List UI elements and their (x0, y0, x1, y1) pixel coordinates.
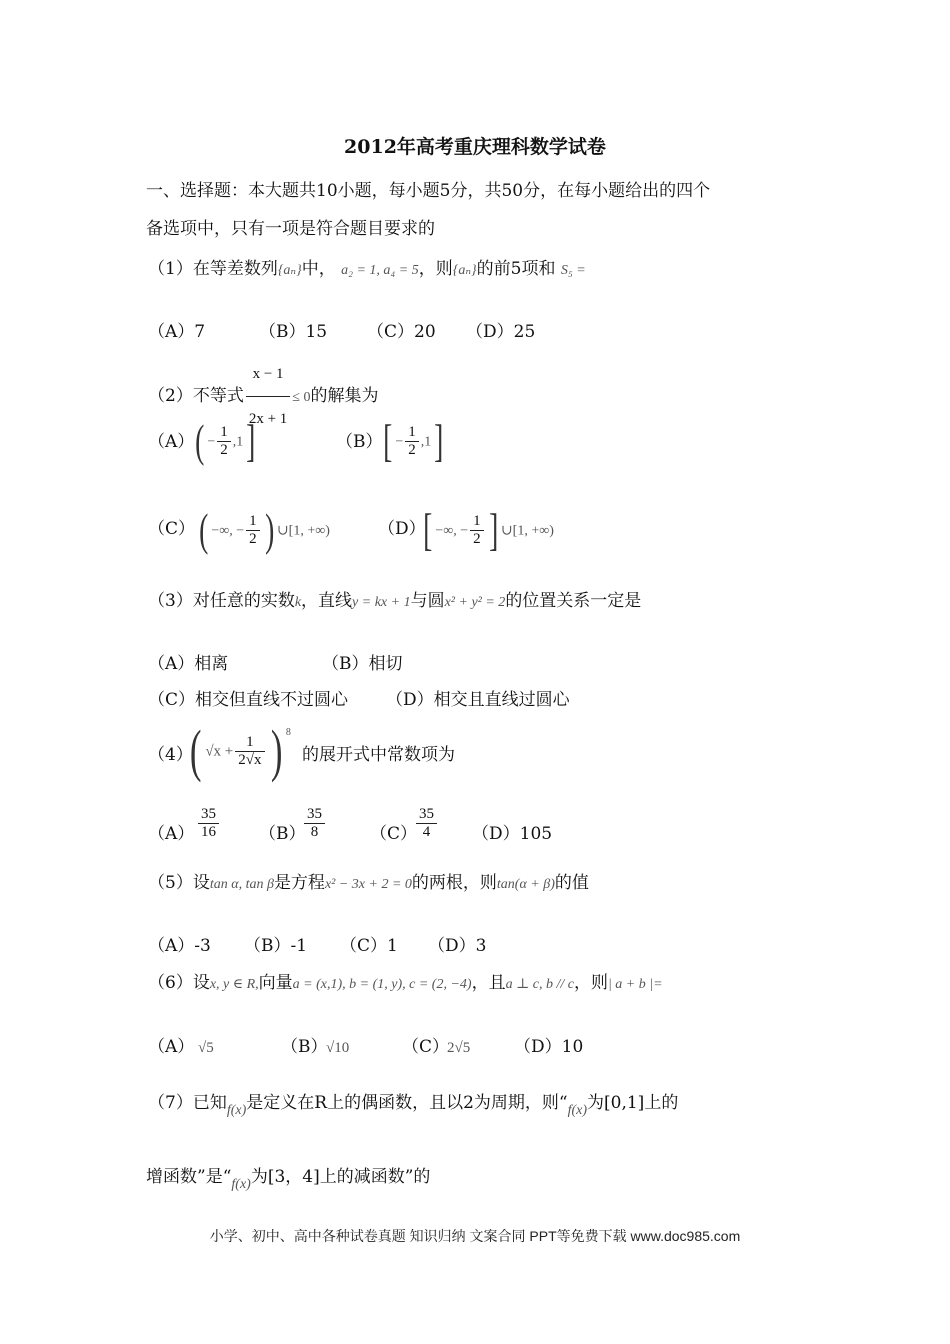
q2-tail: 的解集为 (310, 386, 379, 406)
right-bracket: ] (434, 415, 444, 466)
q3-k: k (294, 595, 302, 610)
half-fraction (470, 513, 484, 548)
half-num: 1 (220, 423, 228, 440)
section-heading-line1: 一、选择题：本大题共10小题，每小题5分，共50分，在每小题给出的四个 (146, 181, 711, 201)
q6-option-a-value: √5 (198, 1040, 214, 1056)
q5-option-d: （D）3 (428, 936, 487, 956)
right-bracket: ] (488, 504, 498, 555)
q3-option-c: （C）相交但直线不过圆心 (148, 690, 349, 710)
q7-tail: 为[0,1]上的 (587, 1093, 679, 1113)
q6-mid: 向量 (258, 973, 293, 993)
q6-option-d: （D）10 (514, 1037, 584, 1057)
half-den: 2 (405, 441, 419, 459)
q2-option-b-interval (380, 415, 447, 466)
q6-option-b-value: √10 (326, 1040, 350, 1056)
q3-mid: ，直线 (301, 591, 353, 611)
q5-option-c: （C）1 (340, 936, 398, 956)
q5-tail: 的值 (554, 873, 589, 893)
q4-option-c-value (414, 806, 439, 841)
question-6 (148, 972, 663, 996)
q6-mid2: ，且 (471, 973, 506, 993)
half-fraction (246, 513, 260, 548)
q6-vectors: a = (x,1), b = (1, y), c = (2, −4) (292, 977, 472, 992)
right-paren: ) (270, 718, 282, 783)
q2-option-c-label: （C） (148, 519, 196, 539)
q4-option-c-label: （C） (370, 824, 418, 844)
q7-line2b: 为[3，4]上的减函数”的 (250, 1167, 431, 1187)
q3-mid2: 与圆 (410, 591, 445, 611)
half-den: 2 (246, 530, 260, 548)
half-fraction (217, 424, 231, 459)
q7-fx-3: f(x) (231, 1177, 251, 1192)
q2-option-c-interval (196, 504, 330, 555)
q2-relation: ≤ 0 (292, 390, 311, 405)
q2-denominator: 2x + 1 (246, 396, 290, 441)
minus-sign: − (207, 434, 216, 450)
half-fraction (405, 424, 419, 459)
q5-mid2: 的两根，则 (411, 873, 497, 893)
q4-option-b-label: （B） (259, 824, 306, 844)
q1-label: （1）在等差数列 (148, 259, 278, 279)
question-7-line1 (148, 1092, 678, 1116)
q5-equation: x² − 3x + 2 = 0 (324, 877, 412, 892)
q4-sqrt-term: √x + (205, 743, 234, 760)
q6-label: （6）设 (148, 973, 210, 993)
interval-tail: [1, +∞) (512, 523, 554, 539)
q4-option-a-value (196, 806, 221, 841)
left-paren: ( (195, 415, 205, 466)
half-num: 1 (408, 423, 416, 440)
q1-tail: 的前5项和 (476, 259, 556, 279)
half-den: 2 (470, 530, 484, 548)
q1-sequence: {aₙ} (277, 263, 302, 278)
q3-tail: 的位置关系一定是 (505, 591, 642, 611)
q6-option-c-label: （C） (402, 1037, 450, 1057)
q4-label: （4） (148, 745, 193, 765)
upper-bound: ,1 (420, 434, 432, 450)
question-1 (148, 258, 586, 282)
frac (304, 806, 325, 841)
q1-option-c: （C）20 (367, 322, 436, 342)
q5-expression: tan(α + β) (496, 877, 555, 892)
half-num: 1 (249, 512, 257, 529)
footer-text: 小学、初中、高中各种试卷真题 知识归纳 文案合同 PPT等免费下载 www.doc985.com (209, 1228, 741, 1244)
union-sign: ∪ (500, 523, 513, 539)
neg-infinity: −∞, − (435, 523, 469, 539)
q6-option-b-label: （B） (281, 1037, 328, 1057)
num: 35 (419, 806, 434, 822)
q6-condition: a ⊥ c, b // c (505, 977, 574, 992)
q5-label: （5）设 (148, 873, 210, 893)
interval-tail-text: 1, +∞ (517, 523, 550, 539)
page-title: 2012年高考重庆理科数学试卷 (344, 136, 606, 158)
q5-option-b: （B）-1 (244, 936, 308, 956)
q3-circle-eq: x² + y² = 2 (444, 595, 506, 610)
q3-label: （3）对任意的实数 (148, 591, 295, 611)
q4-fraction (235, 734, 264, 769)
right-paren: ) (264, 504, 274, 555)
q4-denominator: 2√x (235, 751, 264, 769)
q2-numerator: x − 1 (252, 366, 284, 382)
q7-mid: 是定义在R上的偶函数，且以2为周期，则“ (246, 1093, 568, 1113)
q3-option-b: （B）相切 (322, 654, 403, 674)
q4-option-a-label: （A） (148, 824, 195, 844)
q1-option-a: （A）7 (148, 322, 206, 342)
q1-option-d: （D）25 (466, 322, 536, 342)
q6-option-a-label: （A） (148, 1037, 195, 1057)
interval-tail-text: 1, +∞ (293, 523, 326, 539)
q1-condition: a₂ = 1, a₄ = 5 (341, 263, 419, 278)
q2-option-a-interval (192, 415, 259, 466)
q7-label: （7）已知 (148, 1093, 227, 1113)
half-den: 2 (217, 441, 231, 459)
q7-fx-2: f(x) (567, 1103, 588, 1118)
den: 16 (198, 823, 219, 841)
right-bracket: ] (246, 415, 256, 466)
q2-option-a-label: （A） (148, 432, 195, 452)
q4-exponent: 8 (285, 726, 291, 738)
q7-fx: f(x) (226, 1103, 247, 1118)
num: 35 (201, 806, 216, 822)
q6-option-c-value: 2√5 (447, 1040, 471, 1056)
q4-option-b-value (302, 806, 327, 841)
left-bracket: [ (383, 415, 393, 466)
union-sign: ∪ (276, 523, 289, 539)
q4-expression (186, 718, 291, 783)
neg-infinity: −∞, − (211, 523, 245, 539)
upper-bound: ,1 (232, 434, 244, 450)
q1-option-b: （B）15 (259, 322, 328, 342)
frac (416, 806, 437, 841)
q4-numerator: 1 (246, 733, 254, 750)
q3-option-d: （D）相交且直线过圆心 (386, 690, 570, 710)
q2-option-b-label: （B） (336, 432, 383, 452)
left-paren: ( (199, 504, 209, 555)
q6-vars: x, y ∈ R, (209, 977, 259, 992)
frac (198, 806, 219, 841)
q5-mid: 是方程 (273, 873, 325, 893)
q6-expression: | a + b |= (607, 977, 663, 992)
num: 35 (307, 806, 322, 822)
section-heading-line2: 备选项中，只有一项是符合题目要求的 (146, 219, 435, 239)
q1-mid: 中， (301, 259, 336, 279)
left-bracket: [ (423, 504, 433, 555)
den: 4 (416, 823, 437, 841)
q3-line-eq: y = kx + 1 (352, 595, 411, 610)
q1-then: ，则 (418, 259, 453, 279)
question-3 (148, 590, 641, 614)
q1-sequence-2: {aₙ} (452, 263, 477, 278)
question-7-line2 (146, 1166, 430, 1190)
q5-pair: tan α, tan β (209, 877, 274, 892)
den: 8 (304, 823, 325, 841)
left-paren: ( (189, 718, 202, 783)
q5-option-a: （A）-3 (148, 936, 211, 956)
half-num: 1 (473, 512, 481, 529)
q4-tail: 的展开式中常数项为 (302, 745, 455, 765)
minus-sign: − (395, 434, 404, 450)
question-5 (148, 872, 589, 896)
q2-option-d-label: （D） (378, 519, 426, 539)
q1-sum: S₅ = (560, 263, 586, 278)
q7-line2a: 增函数”是“ (146, 1167, 232, 1187)
q4-option-d: （D）105 (472, 824, 553, 844)
q3-option-a: （A）相离 (148, 654, 229, 674)
q2-label: （2）不等式 (148, 386, 244, 406)
q6-mid3: ，则 (573, 973, 608, 993)
q2-option-d-interval (420, 504, 554, 555)
interval-tail: [1, +∞) (288, 523, 330, 539)
